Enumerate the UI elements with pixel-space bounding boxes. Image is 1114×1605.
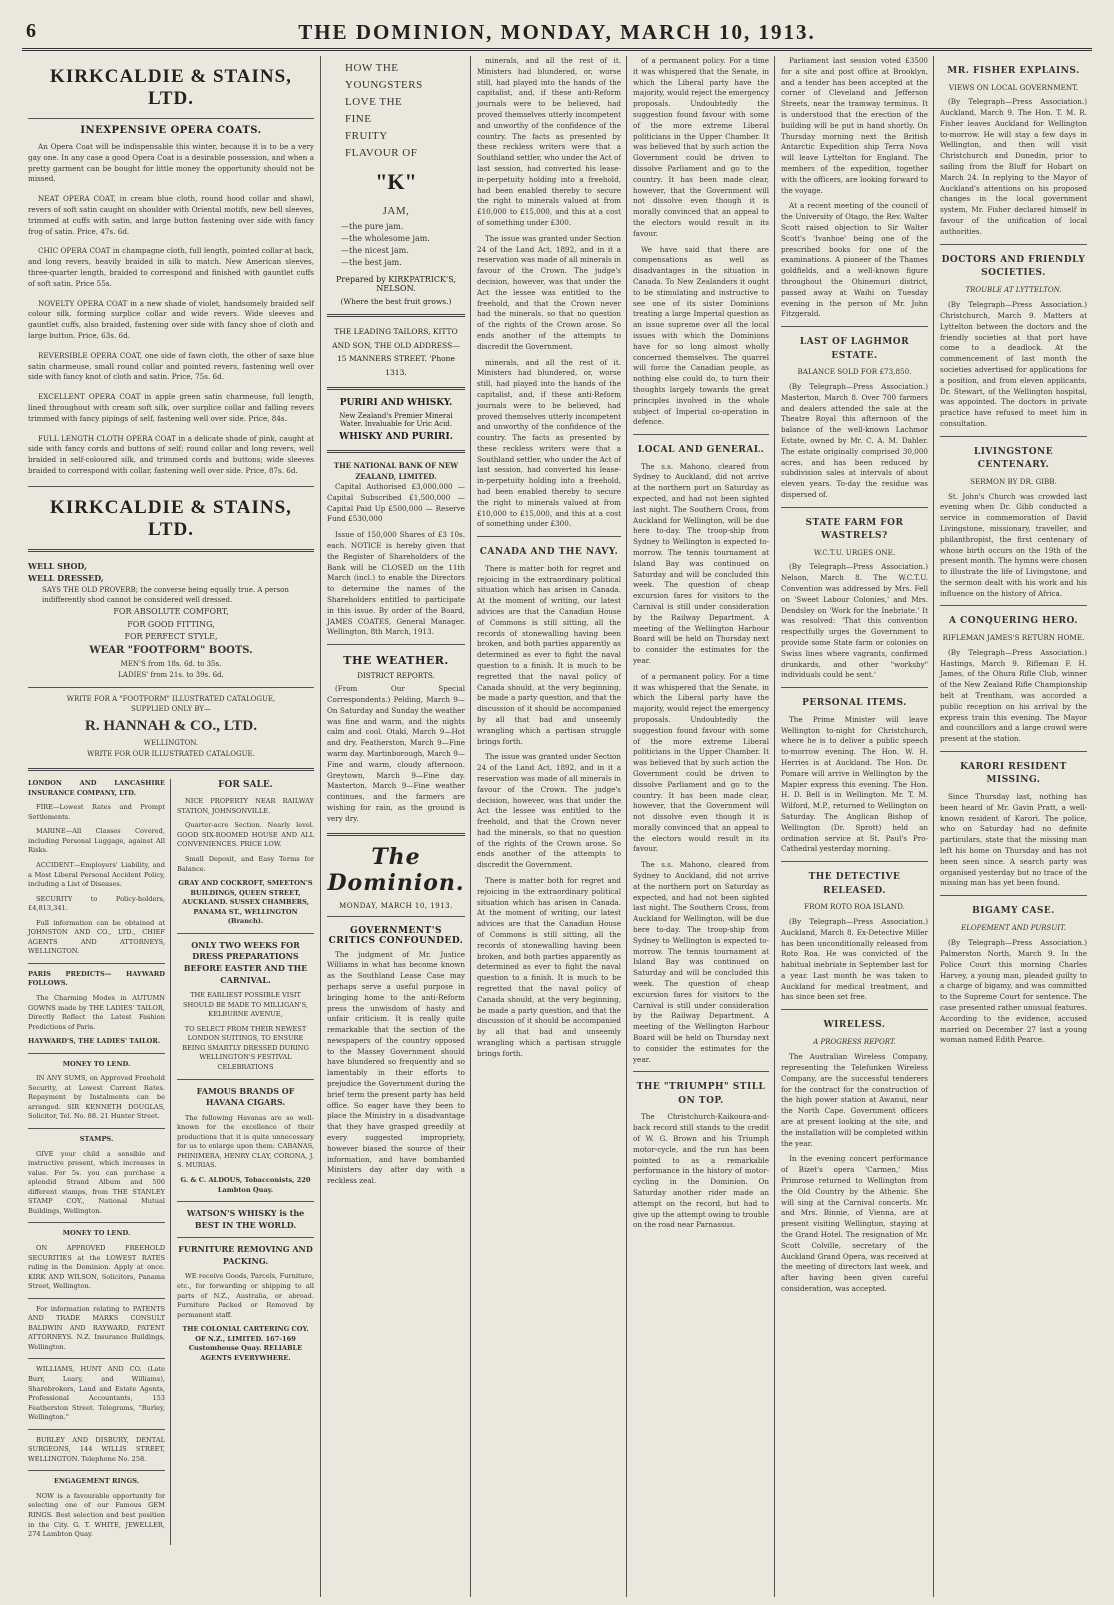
coat-item: REVERSIBLE OPERA COAT, one side of fawn cloth, the other of saxe blue satin charmeuse, small round collar and pointed revers, fastening well over side with fancy knot of cloth and satin. Price, 75s. 6d. xyxy=(28,350,314,382)
coat-item: EXCELLENT OPERA COAT in apple green satin charmeuse, full length, lined throughout with cream soft silk, over surplice collar and falling revers trimmed with fancy pipings of self, fastening well over side. Price, 84s. xyxy=(28,392,314,423)
opera-intro: An Opera Coat will be indispensable this winter, because it is to be a very gay one. In any case a good Opera Coat is a desirable possession, and when a pretty garment can be bought for little money the opportunity should not be missed. xyxy=(28,142,314,184)
personal-items-head: PERSONAL ITEMS. xyxy=(802,698,907,709)
page-number: 6 xyxy=(26,20,36,42)
bigamy-head: BIGAMY CASE. xyxy=(972,906,1055,917)
small-ads-left: LONDON AND LANCASHIRE INSURANCE COMPANY, LTD. FIRE—Lowest Rates and Prompt Settlements. MARINE—All Classes Covered, including Personal Luggage, against All Risks. ACCIDENT—Employers' Liability, and a Most Liberal Personal Accident Policy, including a List of Diseases. SECURITY to Policy-holders, £4,813,341. Full information can be obtained at JOHNSTON AND CO., LTD., CHIEF AGENTS AND ATTORNEYS, WELLINGTON. PARIS PREDICTS— HAYWARD FOLLOWS. The Charming Modes in AUTUMN GOWNS made by THE LADIES' TAILOR, Directly Reflect the Latest Fashion Predictions of Paris. HAYWARD'S, THE LADIES' TAILOR. MONEY TO LEND. IN ANY SUMS, on Approved Freehold Security, at Lowest Current Rates. Repayment by Instalments can be arranged. SIR KENNETH DOUGLAS, Solicitor, Tel. No. 88. 21 Hunter Street. STAMPS. GIVE your child a sensible and instructive present, which increases in value. For 5s. you can purchase a splendid Strand Album and 500 different stamps, from THE STANLEY STAMP COY., National Mutual Buildings, Wellington. MONEY TO LEND. ON APPROVED FREEHOLD SECURITIES at the LOWEST RATES ruling in the Dominion. Apply at once. KIRK AND WILSON, Solicitors, Panama Street, Wellington. For information relating to PATENTS AND TRADE MARKS CONSULT BALDWIN AND RAYWARD, PATENT ATTORNEYS. N.Z. Insurance Buildings, Wellington. WILLIAMS, HUNT AND CO. (Late Burr, Leary, and Williams), Sharebrokers, Land and Estate Agents, Professional Accountants, 153 Featherston Street. Telegrams, "Burley, Wellington." BURLEY AND DISBURY, DENTAL SURGEONS, 144 WILLIS STREET, WELLINGTON. Telephone No. 258. ENGAGEMENT RINGS. NOW is a favourable opportunity for selecting one of our Famous GEM RINGS. Best selection and best position in the City. G. T. WHITE, JEWELLER, 274 Lambton Quay. xyxy=(28,779,165,1539)
weather-head: THE WEATHER. xyxy=(343,654,449,668)
karori-missing-head: KARORI RESIDENT MISSING. xyxy=(960,761,1067,786)
page-title: THE DOMINION, MONDAY, MARCH 10, 1913. xyxy=(298,20,816,44)
puriri-ad-head: PURIRI AND WHISKY. xyxy=(339,398,453,408)
kirkcaldie-header: KIRKCALDIE & STAINS, LTD. xyxy=(50,66,292,109)
footform-ad: WELL SHOD, WELL DRESSED, SAYS THE OLD PROVERB; the converse being equally true. A person indifferently shod cannot be considered well dressed. FOR ABSOLUTE COMFORT, FOR GOOD FITTING, FOR PERFECT STYLE, WEAR "FOOTFORM" BOOTS. MEN'S from 18s. 6d. to 35s. LADIES' from 21s. to 39s. 6d. WRITE FOR A "FOOTFORM" ILLUSTRATED CATALOGUE, SUPPLIED ONLY BY— R. HANNAH & CO., LTD. WELLINGTON. WRITE FOR OUR ILLUSTRATED CATALOGUE. xyxy=(28,560,314,760)
coat-item: NEAT OPERA COAT, in cream blue cloth, round hood collar and shawl, revers of soft satin caught on shoulder with Oriental motifs, new bell sleeves, trimmed at cuffs with satin, and large button fastening over side with fancy frog of satin. Price, 47s. 6d. xyxy=(28,194,314,236)
local-general-head: LOCAL AND GENERAL. xyxy=(637,445,765,456)
column-1 xyxy=(22,56,320,1597)
triumph-head: THE "TRIUMPH" STILL ON TOP. xyxy=(636,1082,766,1106)
livingstone-head: LIVINGSTONE CENTENARY. xyxy=(973,446,1054,471)
opera-coats-subhead: INEXPENSIVE OPERA COATS. xyxy=(80,125,262,136)
coat-item: NOVELTY OPERA COAT in a new shade of violet, handsomely braided self colour silk, forming surplice collar and wide revers. Wide sleeves and gauntlet cuffs, also braided, fastening over side with fancy shoe of cloth and large button. Price, 63s. 6d. xyxy=(28,298,314,340)
detective-head: THE DETECTIVE RELEASED. xyxy=(808,872,901,896)
small-ads xyxy=(28,779,314,1544)
doctors-head: DOCTORS AND FRIENDLY SOCIETIES. xyxy=(941,254,1086,279)
conquering-hero-head: A CONQUERING HERO. xyxy=(949,616,1078,627)
column-6: MR. FISHER EXPLAINS. VIEWS ON LOCAL GOVERNMENT. (By Telegraph—Press Association.) Auckland, March 9. The Hon. T. M. R. Fisher leaves Auckland for Wellington to-morrow. He will stay a few days in Wellington, and then will visit Christchurch and Dunedin, prior to sailing from the Bluff for Hobart on March 24. In replying to the Mayor of Auckland's attentions on his proposed changes in the local government system, Mr. Fisher declared himself in favour of the unification of local authorities. DOCTORS AND FRIENDLY SOCIETIES. TROUBLE AT LYTTELTON. (By Telegraph—Press Association.) Christchurch, March 9. Matters at Lyttelton between the doctors and the friendly societies at that port have come to a deadlock. At the commencement of last month the societies advertised for applications for a position, and from eleven applicants, Dr. Stewart, of the Wellington hospital, was appointed. The doctors in private practice have refused to meet him in consultation. LIVINGSTONE CENTENARY. SERMON BY DR. GIBB. St. John's Church was crowded last evening when Dr. Gibb conducted a service in commemoration of David Livingstone, missionary, traveller, and philanthropist, the first centenary of whose birth occurs on the 19th of the present month. The hymns were chosen to illustrate the life of Livingstone, and the sermon dealt with his work and his influence on the history of Africa. A CONQUERING HERO. RIFLEMAN JAMES'S RETURN HOME. (By Telegraph—Press Association.) Hastings, March 9. Rifleman F. H. James, of the Ohura Rifle Club, winner of the New Zealand Rifle Championship belt at Trentham, was accorded a public reception on his arrival by the express train this evening. The Mayor and councillors and a large crowd were present at the station. KARORI RESIDENT MISSING. Since Thursday last, nothing has been heard of Mr. Gavin Pratt, a well-known resident of Karori. The police, who on Saturday had no definite particulars, state that the missing man left his home on Thursday and has not been seen since. A search party was organised yesterday but no trace of the missing man has yet been found. BIGAMY CASE. ELOPEMENT AND PURSUIT. (By Telegraph—Press Association.) Palmerston North, March 9. In the Police Court this morning Charles Harvey, a young man, pleaded guilty to a charge of bigamy, and was committed to the Supreme Court for sentence. The case presented rather unusual features. According to the evidence, accused married on December 27 last a young woman named Edith Pearce. xyxy=(933,56,1093,1597)
k-jam-brand: "K" xyxy=(375,169,417,194)
column-2: HOW THE YOUNGSTERS LOVE THE FINE FRUITY FLAVOUR OF "K" JAM, —the pure jam. —the wholesome jam. —the nicest jam. —the best jam. Prepared by KIRKPATRICK'S, NELSON. (Where the best fruit grows.) THE LEADING TAILORS, KITTO AND SON, THE OLD ADDRESS— 15 MANNERS STREET. 'Phone 1313. PURIRI AND WHISKY. New Zealand's Premier Mineral Water. Invaluable for Uric Acid. WHISKY AND PURIRI. THE NATIONAL BANK OF NEW ZEALAND, LIMITED. Capital Authorised £3,000,000 — Capital Subscribed £1,500,000 — Capital Paid Up £500,000 — Reserve Fund £530,000 Issue of 150,000 Shares of £3 10s. each. NOTICE is hereby given that the Register of Shareholders of the Bank will be CLOSED on the 11th March (incl.) to enable the Directors to determine the names of the Shareholders entitled to participate in this issue. By order of the Board, JAMES COATES, General Manager. Wellington, 8th March, 1913. THE WEATHER. DISTRICT REPORTS. (From Our Special Correspondents.) Pelding, March 9—On Saturday and Sunday the weather was fine and warm, and the nights calm and cool. Otaki, March 9—Hot and dry. Featherston, March 9—Fine warm day. Martinborough, March 9—Fine and warm, cloudy afternoon. Greytown, March 9—Fine day. Masterton, March 9—Fine weather continues, and the farmers are wishing for rain, as the ground is very dry. The Dominion. MONDAY, MARCH 10, 1913. GOVERNMENT'S CRITICS CONFOUNDED. The judgment of Mr. Justice Williams in what has become known as the Southland Lease Case may perhaps serve a useful purpose in bringing home to the anti-Reform press the unwisdom of hasty and unfair criticism. It is really quite remarkable that the section of the newspapers of the country opposed to the Massey Government should have blundered so frequently and so lamentably in their efforts to prejudice the Government during the brief term the present party has held office. So eager have they been to place the Ministry in a disadvantage that they have grasped greedily at every suggested impropriety, however biased the source of their information, and have bombarded Ministers day after day with a reckless zeal. xyxy=(320,56,471,1597)
state-farm-head: STATE FARM FOR WASTRELS? xyxy=(805,517,904,542)
column-4: of a permanent policy. For a time it was whispered that the Senate, in which the Liberal party have the majority, would reject the emergency proposals. Undoubtedly the suggestion found favour with some of the more extreme Liberal politicians in the Upper Chamber. It was believed that by such action the Government could be driven to dissolve Parliament and go to the country. It has been made clear, however, that the Government will not dissolve even though it is morally convinced that an appeal to the electors would result in its favour. We have said that there are compensations as well as disadvantages in the situation in Canada. To New Zealanders it ought to be stimulating and instructive to see one of its sister Dominions treating a large Imperial question as an issue supreme over all the local issues with which the Dominions have for so long almost wholly concerned themselves. The quarrel will force the Canadian people, as nothing else could do, to turn their thoughts largely towards the great principles involved in the whole subject of Imperial co-operation in defence. LOCAL AND GENERAL. The s.s. Mahono, cleared from Sydney to Auckland, did not arrive at the northern port on Saturday as expected, and had not been sighted last night. The Southern Cross, from Auckland for Wellington, will be due here to-day. The troop-ship from Sydney to Wellington is expected to-morrow. The tennis tournament at Island Bay was continued on Saturday and will be concluded this week. The question of cheap excursion fares for visitors to the Carnival is still under consideration by the Railway Department. A meeting of the Wellington Harbour Board will be held on Thursday next to consider the estimates for the year. of a permanent policy. For a time it was whispered that the Senate, in which the Liberal party have the majority, would reject the emergency proposals. Undoubtedly the suggestion found favour with some of the more extreme Liberal politicians in the Upper Chamber. It was believed that by such action the Government could be driven to dissolve Parliament and go to the country. It has been made clear, however, that the Government will not dissolve even though it is morally convinced that an appeal to the electors would result in its favour. The s.s. Mahono, cleared from Sydney to Auckland, did not arrive at the northern port on Saturday as expected, and had not been sighted last night. The Southern Cross, from Auckland for Wellington, will be due here to-day. The troop-ship from Sydney to Wellington is expected to-morrow. The tennis tournament at Island Bay was continued on Saturday and will be concluded this week. The question of cheap excursion fares for visitors to the Carnival is still under consideration by the Railway Department. A meeting of the Wellington Harbour Board will be held on Thursday next to consider the estimates for the year. THE "TRIUMPH" STILL ON TOP. The Christchurch-Kaikoura-and-back record still stands to the credit of W. G. Brown and his Triumph motor-cycle, and the run has been pointed to as a remarkable performance in the history of motor-cycling in the Dominion. On Saturday another rider made an attempt on the record, but had to give up the attempt owing to trouble on the road near Parnassus. xyxy=(626,56,775,1597)
wireless-head: WIRELESS. xyxy=(823,1020,886,1031)
k-jam-ad: HOW THE YOUNGSTERS LOVE THE FINE FRUITY FLAVOUR OF "K" JAM, —the pure jam. —the wholesome jam. —the nicest jam. —the best jam. Prepared by KIRKPATRICK'S, NELSON. (Where the best fruit grows.) xyxy=(327,62,465,306)
coat-item: CHIC OPERA COAT in champagne cloth, full length, pointed collar at back, and long revers, heavily braided in silk to match. New American sleeves, three-quarter length, braided to correspond and finished with gauntlet cuffs of soft satin. Price 55s. xyxy=(28,246,314,288)
bank-ad-head: THE NATIONAL BANK OF NEW ZEALAND, LIMITED. xyxy=(333,461,459,481)
column-3: minerals, and all the rest of it. Ministers had blundered, or, worse still, had played into the hands of the capitalist, and, if these anti-Reform journals were to be believed, had proved themselves utterly incompetent and unworthy of the confidence of the country. The facts as presented by these reckless writers were that a Southland settler, who under the Act of last session, had converted his lease-in-perpetuity holding into a freehold, had been enabled thereby to secure the right to minerals valued at from £10,000 to £15,000, and this at a cost of something under £300. The issue was granted under Section 24 of the Land Act, 1892, and in it a reservation was made of all minerals in favour of the Crown. The judge's decision, however, was that under the Act the lessee was entitled to the freehold, and that the Crown never had the minerals, so that no question of the rights of the Crown arose. So ends another of the attempts to discredit the Government. minerals, and all the rest of it. Ministers had blundered, or, worse still, had played into the hands of the capitalist, and, if these anti-Reform journals were to be believed, had proved themselves utterly incompetent and unworthy of the confidence of the country. The facts as presented by these reckless writers were that a Southland settler, who under the Act of last session, had converted his lease-in-perpetuity holding into a freehold, had been enabled thereby to secure the right to minerals valued at from £10,000 to £15,000, and this at a cost of something under £300. CANADA AND THE NAVY. There is matter both for regret and rejoicing in the extraordinary political situation which has arisen in Canada. At the moment of writing, our latest advices are that the Canadian House of Commons is still sitting, all the records of stonewalling having been broken, and both parties apparently as determined as ever to fight the naval question to a finish. It is much to be regretted that the naval policy of Canada should, at the very beginning, be made a party question, and that the discussion of it should be accompanied by all that bad and unseemly wrangling which a partisan struggle brings forth. The issue was granted under Section 24 of the Land Act, 1892, and in it a reservation was made of all minerals in favour of the Crown. The judge's decision, however, was that under the Act the lessee was entitled to the freehold, and that the Crown never had the minerals, so that no question of the rights of the Crown arose. So ends another of the attempts to discredit the Government. There is matter both for regret and rejoicing in the extraordinary political situation which has arisen in Canada. At the moment of writing, our latest advices are that the Canadian House of Commons is still sitting, all the records of stonewalling having been broken, and both parties apparently as determined as ever to fight the naval question to a finish. It is much to be regretted that the naval policy of Canada should, at the very beginning, be made a party question, and that the discussion of it should be accompanied by all that bad and unseemly wrangling which a partisan struggle brings forth. xyxy=(470,56,627,1597)
small-ads-right: FOR SALE. NICE PROPERTY NEAR RAILWAY STATION, JOHNSONVILLE. Quarter-acre Section. Nearly level. GOOD SIX-ROOMED HOUSE AND ALL CONVENIENCES. PRICE LOW. Small Deposit, and Easy Terms for Balance. GRAY AND COCKROFT, SMEETON'S BUILDINGS, QUEEN STREET, AUCKLAND. SUSSEX CHAMBERS, PANAMA ST., WELLINGTON (Branch). ONLY TWO WEEKS FOR DRESS PREPARATIONS BEFORE EASTER AND THE CARNIVAL. THE EARLIEST POSSIBLE VISIT SHOULD BE MADE TO MILLIGAN'S, KELBURNE AVENUE, TO SELECT FROM THEIR NEWEST LONDON SUITINGS, TO ENSURE BEING SMARTLY DRESSED DURING WELLINGTON'S FESTIVAL CELEBRATIONS FAMOUS BRANDS OF HAVANA CIGARS. The following Havanas are so well-known for the excellence of their productions that it is quite unnecessary for us to enlarge upon them: CABANAS, PHINIMERA, HENRY CLAY, CORONA, J. S. MURIAS. G. & C. ALDOUS, Tobacconists, 220 Lambton Quay. WATSON'S WHISKY is the BEST IN THE WORLD. FURNITURE REMOVING AND PACKING. WE receive Goods, Parcels, Furniture, etc., for forwarding or shipping to all parts of N.Z., Australia, or abroad. Furniture Packed or Removed by permanent staff. THE COLONIAL CARTERING COY. OF N.Z., LIMITED. 167-169 Customhouse Quay. RELIABLE AGENTS EVERYWHERE. xyxy=(170,779,314,1544)
page-masthead xyxy=(22,14,1092,51)
canada-navy-head: CANADA AND THE NAVY. xyxy=(479,547,619,558)
fisher-head: MR. FISHER EXPLAINS. xyxy=(947,66,1080,76)
column-5: Parliament last session voted £3500 for a site and post office at Brooklyn, and a tender has been accepted at the corner of Cleveland and Jefferson Streets, near the tramway terminus. It is understood that the erection of the building will be put in hand shortly. On Thursday morning next the British Antarctic Expedition ship Terra Nova will leave Lyttelton for England. The members of the expedition, together with the officers, are looking forward to the voyage. At a recent meeting of the council of the University of Otago, the Rev. Walter Scott raised objection to Sir Walter Scott's 'Ivanhoe' being one of the prescribed books for one of the examinations. A pioneer of the Thames goldfields, and a well-known figure throughout the Ohinemuri district, passed away at Waihi on Tuesday evening in the person of Mr. John Fitzgerald. LAST OF LAGHMOR ESTATE. BALANCE SOLD FOR £73,850. (By Telegraph—Press Association.) Masterton, March 8. Over 700 farmers and dealers attended the sale at the Theatre Royal this afternoon of the balance of the well-known Lachmor Estate, owned by Mr. C. A. M. Dahler. The estate originally comprised 30,000 acres, and has been reduced by subdivision sales at intervals of about eleven years. To-day the residue was dispersed of. STATE FARM FOR WASTRELS? W.C.T.U. URGES ONE. (By Telegraph—Press Association.) Nelson, March 8. The W.C.T.U. Convention was addressed by Mrs. Fell on 'Sweet Labour Colonies,' and Mrs. Dendsley on 'Work for the Inebriate.' It was resolved: 'That this convention respectfully urges the Government to provide some State farm or colonies on Swiss lines where vagrants, confirmed drunkards, and other "workshy" individuals could be sent.' PERSONAL ITEMS. The Prime Minister will leave Wellington to-night for Christchurch, where he is to deliver a public speech to-morrow evening. The Hon. W. H. Herries is at Auckland. The Hon. Dr. Pomare will arrive in Wellington by the Mapier express this evening. The Hon. H. D. Bell is in Wellington. Mr. T. M. Wilford, M.P., returned to Wellington on Saturday. The Anglican Bishop of Wellington (Dr. Sprott) held an ordination service at St. Paul's Pro-Cathedral yesterday morning. THE DETECTIVE RELEASED. FROM ROTO ROA ISLAND. (By Telegraph—Press Association.) Auckland, March 8. Ex-Detective Miller has been unconditionally released from Roto Roa. He was convicted of the habitual inebriate in September last for a year. Last month he was taken to Auckland for medical treatment, and has since been set free. WIRELESS. A PROGRESS REPORT. The Australian Wireless Company, representing the Telefunken Wireless Company, are the successful tenderers for the contract for the construction of the high power station at Awanui, near the North Cape. Government officers are at present looking at the site, and the installation will be completed within the year. In the evening concert performance of Bizet's opera 'Carmen,' Miss Primrose returned to Wellington from the Old Country by the Athenic. She will sing at the Carnival concerts. Mr. and Mrs. Binnie, of Vienna, are at present visiting Wellington, staying at the Grand Hotel. The resignation of Mr. Scott Colville, secretary of the Auckland Grand Opera, was received at the meeting of directors last week, and after having been given careful consideration, was accepted. xyxy=(774,56,934,1597)
lead-article-text: The judgment of Mr. Justice Williams in what has become known as the Southland Lease Case may perhaps serve a useful purpose in bringing home to the anti-Reform press the unwisdom of hasty and unfair criticism. It is really quite remarkable that the section of the newspapers of the country opposed to the Massey Government should have blundered so frequently and so lamentably in their efforts to prejudice the Government during the brief term the present party has held office. So eager have they been to place the Ministry in a disadvantage that they have grasped greedily at every suggested impropriety, however biased the source of their information, and have bombarded Ministers day after day with a reckless zeal. xyxy=(327,949,465,1186)
kirkcaldie-footer: KIRKCALDIE & STAINS, LTD. xyxy=(50,496,292,540)
dominion-nameplate: The Dominion. xyxy=(327,843,465,896)
kitto-ad: THE LEADING TAILORS, KITTO AND SON, THE OLD ADDRESS— 15 MANNERS STREET. 'Phone 1313. xyxy=(332,327,460,377)
lead-article-head: GOVERNMENT'S CRITICS CONFOUNDED. xyxy=(328,925,464,946)
coat-item: FULL LENGTH CLOTH OPERA COAT in a delicate shade of pink, caught at side with fancy cords and buttons of self; round collar and long revers, well braided in self-coloured silk, and trimmed cords and buttons; wide sleeves braided to correspond with collar, fastening well over side. Price, 87s. 6d. xyxy=(28,433,314,475)
lachmor-head: LAST OF LAGHMOR ESTATE. xyxy=(799,337,910,361)
